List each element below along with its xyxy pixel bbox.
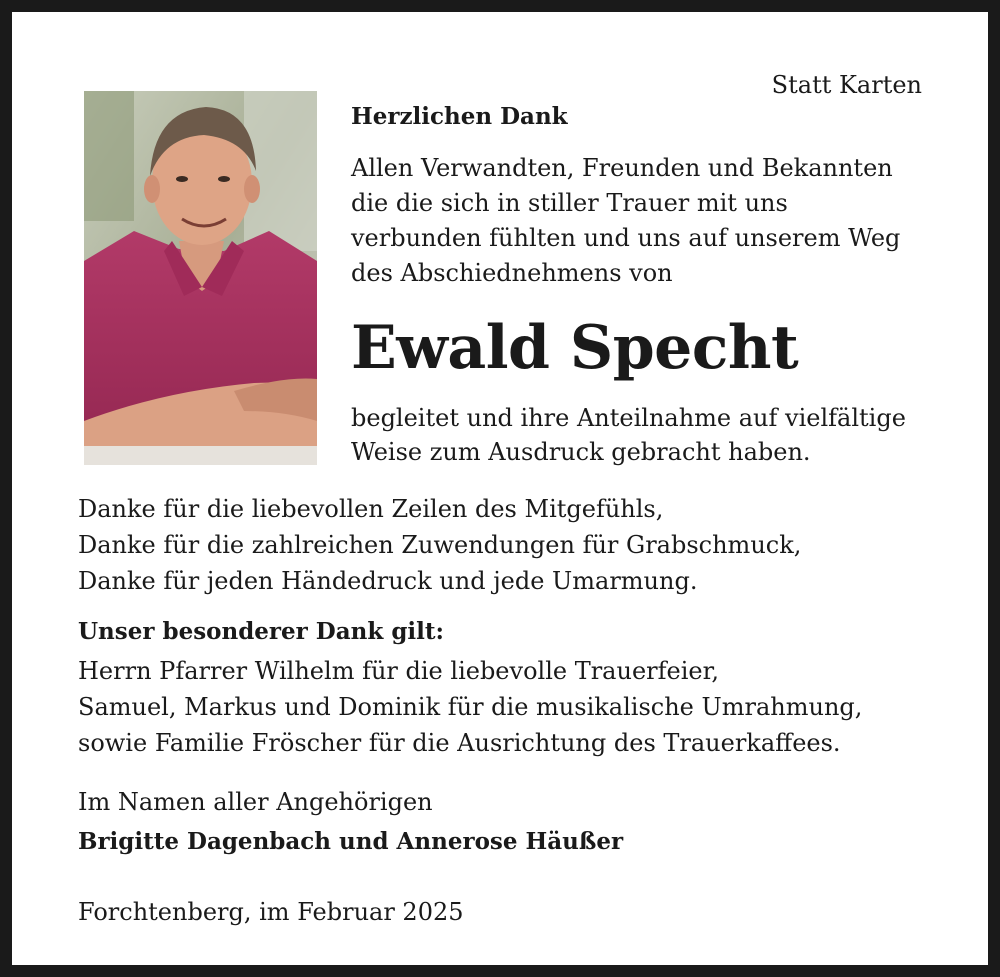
danke-line: Danke für die zahlreichen Zuwendungen für Grabschmuck, [78,531,802,559]
after-paragraph [351,401,906,469]
portrait-photo [84,91,317,465]
special-thanks-line: Samuel, Markus und Dominik für die musikalische Umrahmung, [78,693,863,721]
on-behalf-line: Im Namen aller Angehörigen [78,788,433,816]
place-date: Forchtenberg, im Februar 2025 [78,898,464,926]
danke-line: Danke für die liebevollen Zeilen des Mitgefühls, [78,495,664,523]
special-thanks-line: sowie Familie Fröscher für die Ausrichtung des Trauerkaffees. [78,729,841,757]
intro-line: verbunden fühlten und uns auf unserem Weg [351,224,901,252]
intro-paragraph [351,151,900,291]
after-line: Weise zum Ausdruck gebracht haben. [351,438,811,466]
deceased-name: Ewald Specht [351,313,799,383]
special-thanks-heading: Unser besonderer Dank gilt: [78,618,444,645]
heading-herzlichen-dank: Herzlichen Dank [351,103,568,130]
after-line: begleitet und ihre Anteilnahme auf vielfältige [351,404,906,432]
intro-line: des Abschiednehmens von [351,259,673,287]
special-thanks-paragraph [78,653,862,761]
statt-karten-label: Statt Karten [771,71,922,99]
special-thanks-line: Herrn Pfarrer Wilhelm für die liebevolle Trauerfeier, [78,657,720,685]
signers: Brigitte Dagenbach und Annerose Häußer [78,828,624,855]
danke-paragraph [78,491,801,599]
intro-line: Allen Verwandten, Freunden und Bekannten [351,154,893,182]
intro-line: die die sich in stiller Trauer mit uns [351,189,788,217]
danke-line: Danke für jeden Händedruck und jede Umarmung. [78,567,698,595]
